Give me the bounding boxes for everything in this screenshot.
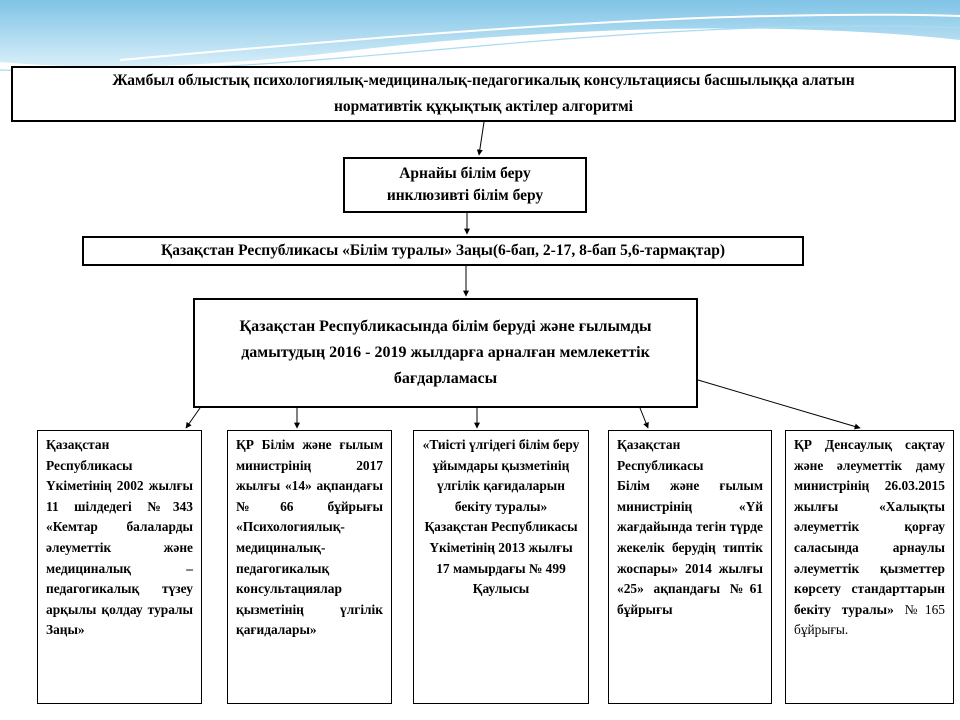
document-box-1 [37,430,202,704]
arrow-level4-to-doc1 [186,408,200,428]
document-box-5 [785,430,954,704]
education-law-label: Қазақстан Республикасы «Білім туралы» Заңы(6-бап, 2-17, 8-бап 5,6-тармақтар) [160,242,726,259]
education-law-box [82,236,804,266]
document-5-text: ҚР Денсаулық сақтау және әлеуметтік даму министрінің 26.03.2015 жылғы «Халықты әлеуметтік қорғау саласында арнаулы әлеуметтік қызметтер көрсету стандарттарын бекіту туралы» [794,437,945,617]
document-4-heading: Қазақстан Республикасы [617,437,704,473]
document-box-3 [413,430,589,704]
document-box-2 [227,430,392,704]
document-1-text: Қазақстан Республикасы Үкіметінің 2002 жылғы 11 шілдедегі №343 «Кемтар балаларды әлеуметтік және медициналық – педагогикалық түзеу арқылы қолдау туралы Заңы» [46,437,193,638]
arrow-header-to-level2 [479,122,484,155]
arrow-level4-to-doc5 [698,380,860,428]
document-2-text: ҚР Білім және ғылым министрінің 2017 жылғы «14» ақпандағы №66 бұйрығы «Психологиялық-медициналық-педагогикалық консультациялар қызметінің үлгілік қағидалары» [236,437,383,638]
special-education-box [343,157,587,213]
document-box-4 [608,430,772,704]
document-4-text: Білім және ғылым министрінің «Үй жағдайында тегін түрде жекелік берудің типтік жоспары» 2014 жылғы «25» ақпандағы №61 бұйрығы [617,478,763,617]
diagram-title-line1: Жамбыл облыстық психологиялық-медициналық-педагогикалық консультациясы басшылыққа алатын [112,72,855,89]
arrow-level4-to-doc4 [640,408,648,428]
document-5-order-number: №165 бұйрығы. [794,601,945,638]
diagram-title-box [11,66,956,122]
document-3-text: «Тиісті үлгідегі білім беру ұйымдары қызметінің үлгілік қағидаларын бекіту туралы» Қазақстан Республикасы Үкіметінің 2013 жылғы 17 мамырдағы № 499 Қаулысы [422,437,580,597]
state-program-box [193,298,698,408]
inclusive-education-label: инклюзивті білім беру [386,187,544,204]
state-program-label: Қазақстан Республикасында білім беруді және ғылымды дамытудың 2016 - 2019 жылдарға арналған мемлекеттік бағдарламасы [239,318,652,387]
special-education-label: Арнайы білім беру [399,165,531,182]
diagram-title-line2: нормативтік құқықтық актілер алгоритмі [334,98,633,115]
